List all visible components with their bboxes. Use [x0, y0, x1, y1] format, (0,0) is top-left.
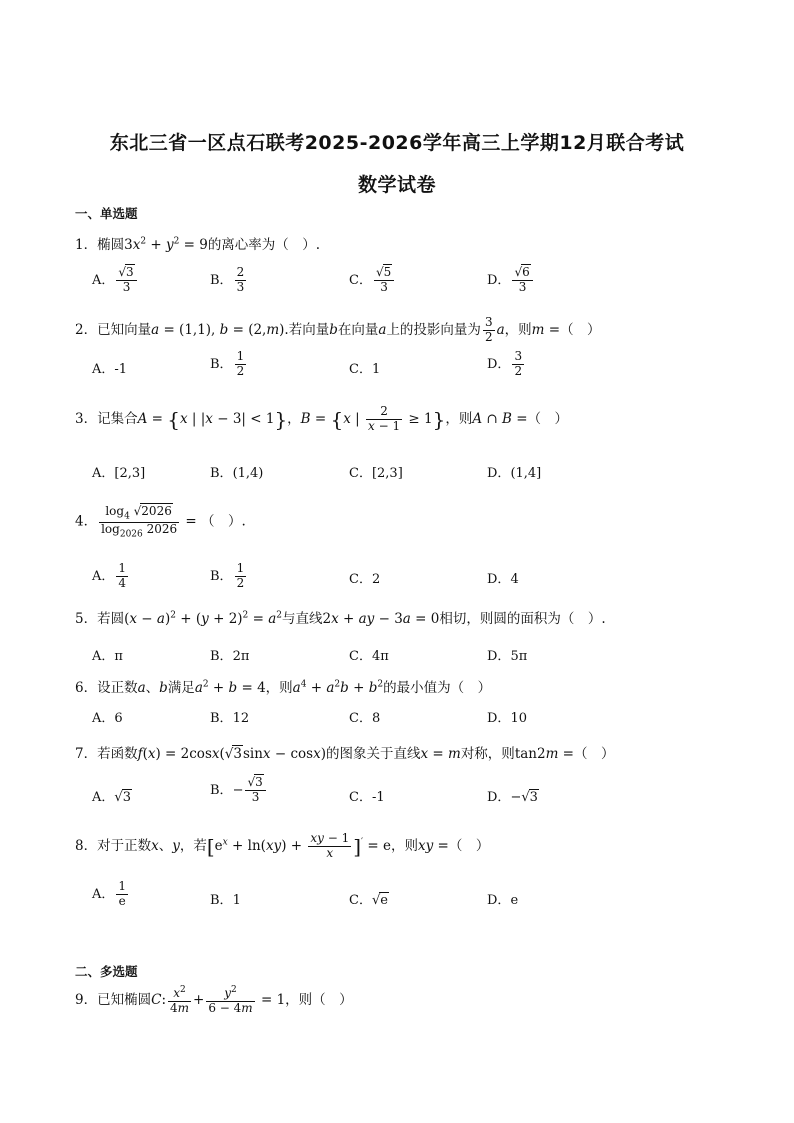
question-3: 3．记集合A = {x | |x − 3| < 1}，B = {x | $\frac{2}{x - 1}$ ≥ 1}，则A ∩ B =（ ）	[75, 404, 569, 433]
q6-option-d[interactable]: D．10	[487, 711, 527, 726]
section-single-choice: 一、单选题	[75, 206, 138, 221]
q5-option-c[interactable]: C．4π	[349, 649, 389, 664]
q1-option-b[interactable]: B． $\frac{2}{3}$	[210, 265, 245, 294]
q8-option-d[interactable]: D．e	[487, 893, 519, 908]
q6-option-c[interactable]: C．8	[349, 711, 381, 726]
question-8: 8．对于正数x、y，若[$e^x + \ln(xy)$ + $\frac{xy - 1}{x}$ ]′ = e，则xy =（ ）	[75, 831, 490, 860]
q7-option-c[interactable]: C．-1	[349, 790, 385, 805]
question-7: 7．若函数f(x) = 2cosx(√3sinx − cosx)的图象关于直线x = m对称，则tan2m =（ ）	[75, 746, 615, 762]
q2-option-d[interactable]: D． $\frac{3}{2}$	[487, 349, 523, 378]
q4-option-d[interactable]: D．4	[487, 572, 519, 587]
exam-subtitle: 数学试卷	[357, 174, 436, 196]
question-2: 2．已知向量a = (1,1), b = (2,m).若向量b在向量a上的投影向量为 $\frac{3}{2}$ a，则m =（ ）	[75, 315, 601, 344]
q2-option-c[interactable]: C．1	[349, 362, 381, 377]
q3-option-d[interactable]: D．(1,4]	[487, 466, 542, 481]
question-1: 1．椭圆$3x^2 + y^2 = 9$的离心率为（ ）.	[75, 236, 321, 253]
q8-option-a[interactable]: A． $\frac{1}{e}$	[92, 879, 127, 908]
q3-option-b[interactable]: B．(1,4)	[210, 466, 264, 481]
section-multi-choice: 二、多选题	[75, 964, 138, 979]
q4-option-c[interactable]: C．2	[349, 572, 381, 587]
q8-option-b[interactable]: B．1	[210, 893, 241, 908]
q7-option-a[interactable]: A．√3	[92, 790, 131, 805]
q1-option-d[interactable]: D． $\frac{√6}{3}$	[487, 266, 535, 295]
question-6: 6．设正数a、b满足$a^2 + b = 4$，则$a^4 + a^2b + b^2$的最小值为（ ）	[75, 679, 492, 696]
q7-option-b[interactable]: B．− $\frac{√3}{3}$	[210, 776, 268, 805]
q5-option-d[interactable]: D．5π	[487, 649, 528, 664]
exam-title: 东北三省一区点石联考2025-2026学年高三上学期12月联合考试	[109, 132, 685, 154]
q4-option-b[interactable]: B． $\frac{1}{2}$	[210, 561, 245, 590]
question-5: 5．若圆$(x - a)^2 + (y + 2)^2 = a^2$与直线2x + ay − 3a = 0相切，则圆的面积为（ ）.	[75, 610, 606, 627]
q5-option-b[interactable]: B．2π	[210, 649, 250, 664]
question-4: 4． $\frac{\log_4 √2026}{\log_{2026} 2026}$ = （ ）.	[75, 504, 246, 540]
q6-option-a[interactable]: A．6	[92, 711, 123, 726]
q1-option-a[interactable]: A． $\frac{√3}{3}$	[92, 266, 139, 295]
q3-option-c[interactable]: C．[2,3]	[349, 466, 403, 481]
q6-option-b[interactable]: B．12	[210, 711, 250, 726]
q1-option-c[interactable]: C． $\frac{√5}{3}$	[349, 266, 396, 295]
q3-option-a[interactable]: A．[2,3]	[92, 466, 146, 481]
q5-option-a[interactable]: A．π	[92, 649, 123, 664]
q2-option-a[interactable]: A．-1	[92, 362, 128, 377]
q2-option-b[interactable]: B． $\frac{1}{2}$	[210, 349, 245, 378]
question-9: 9．已知椭圆C: $\frac{x^2}{4m}$ + $\frac{y^2}{6 - 4m}$ = 1，则（ ）	[75, 985, 353, 1015]
q8-option-c[interactable]: C．√e	[349, 893, 388, 908]
q4-option-a[interactable]: A． $\frac{1}{4}$	[92, 561, 127, 590]
q7-option-d[interactable]: D．−√3	[487, 790, 538, 805]
